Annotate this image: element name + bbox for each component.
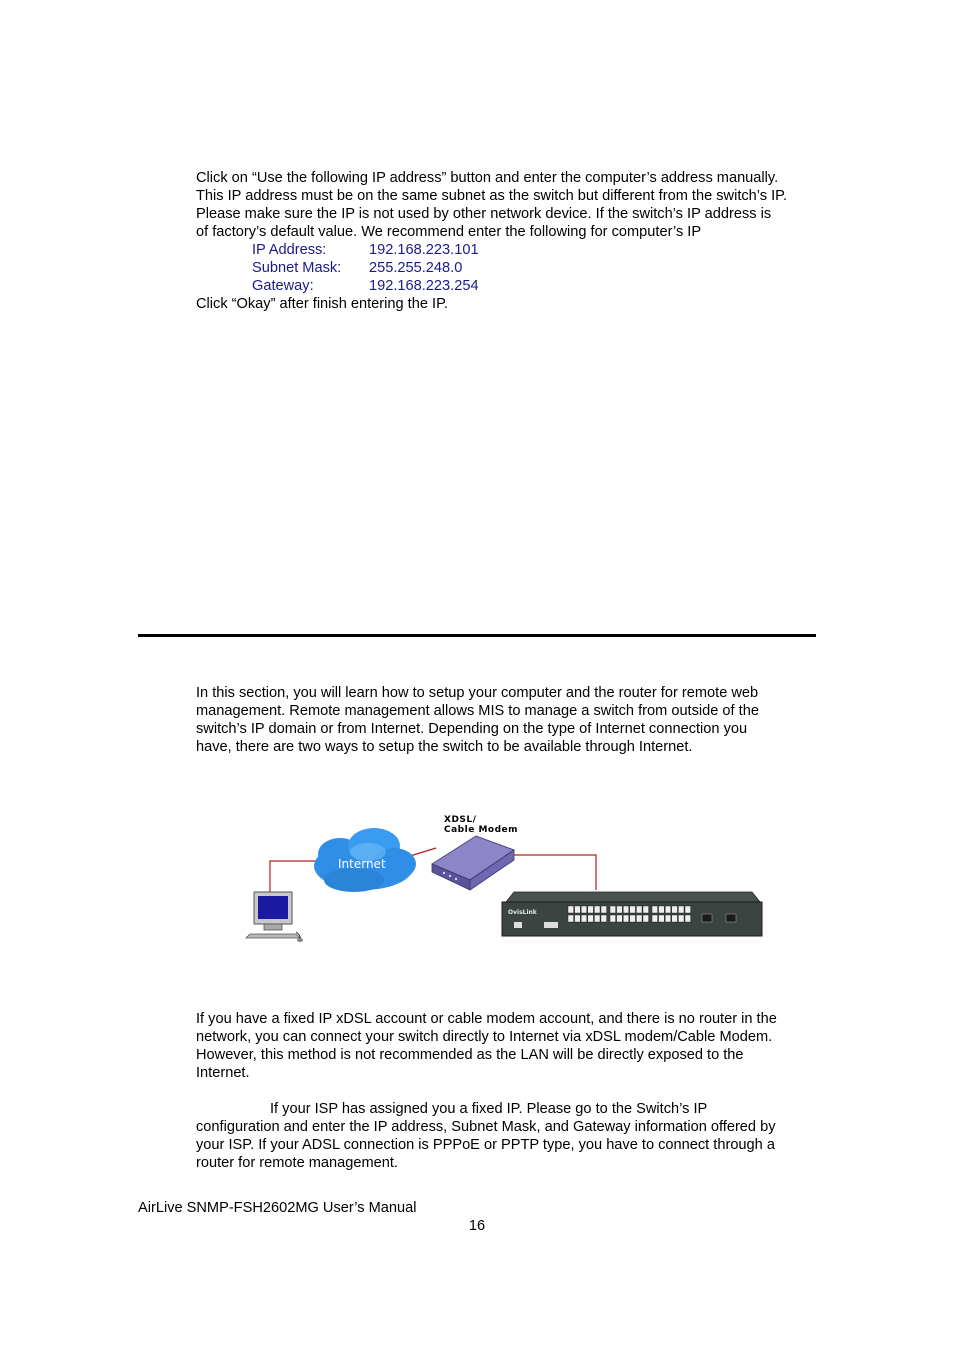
text-line: switch’s IP domain or from Internet. Depending on the type of Internet connection you xyxy=(196,721,748,737)
switch-port xyxy=(588,906,594,913)
computer-icon xyxy=(246,892,303,942)
gateway-value: 192.168.223.254 xyxy=(369,278,479,294)
text-line: However, this method is not recommended as the LAN will be directly exposed to the xyxy=(196,1047,744,1063)
text-line: management. Remote management allows MIS to manage a switch from outside of the xyxy=(196,703,759,719)
gateway-label: Gateway: xyxy=(252,278,314,294)
switch-port xyxy=(636,906,642,913)
switch-port xyxy=(610,915,616,922)
text-line: This IP address must be on the same subnet as the switch but different from the switch’s IP. xyxy=(196,188,788,204)
cloud-label: Internet xyxy=(338,857,386,871)
switch-port xyxy=(672,915,678,922)
switch-port xyxy=(617,915,623,922)
switch-port xyxy=(685,915,691,922)
switch-port xyxy=(643,906,649,913)
switch-brand-label: OvisLink xyxy=(508,909,537,916)
switch-port xyxy=(659,915,665,922)
switch-port xyxy=(665,915,671,922)
text-line: network, you can connect your switch directly to Internet via xDSL modem/Cable Modem. xyxy=(196,1029,773,1045)
text-line: of factory’s default value. We recommend enter the following for computer’s IP xyxy=(196,224,702,240)
network-diagram xyxy=(244,808,768,944)
text-line: If your ISP has assigned you a fixed IP. Please go to the Switch’s IP xyxy=(270,1101,708,1117)
gateway-row xyxy=(252,277,479,295)
text-line: router for remote management. xyxy=(196,1155,398,1171)
subnet-mask-value: 255.255.248.0 xyxy=(369,260,463,276)
switch-port xyxy=(652,906,658,913)
text-line: configuration and enter the IP address, Subnet Mask, and Gateway information offered by xyxy=(196,1119,776,1135)
modem-label-line1: XDSL/ xyxy=(444,815,477,825)
switch-port xyxy=(594,906,600,913)
text-line: In this section, you will learn how to setup your computer and the router for remote web xyxy=(196,685,759,701)
modem-label-line2: Cable Modem xyxy=(444,825,519,835)
ip-address-label: IP Address: xyxy=(252,242,327,258)
switch-port xyxy=(594,915,600,922)
switch-port xyxy=(636,915,642,922)
section-divider xyxy=(138,634,816,637)
switch-port xyxy=(643,915,649,922)
modem-switch-link xyxy=(512,855,596,890)
text-line: have, there are two ways to setup the switch to be available through Internet. xyxy=(196,739,693,755)
switch-port xyxy=(630,915,636,922)
ip-address-row xyxy=(252,241,479,259)
switch-port xyxy=(581,915,587,922)
manual-title: AirLive SNMP-FSH2602MG User’s Manual xyxy=(138,1200,417,1216)
switch-port xyxy=(678,906,684,913)
switch-port xyxy=(581,906,587,913)
modem-icon xyxy=(432,836,514,890)
switch-port xyxy=(610,906,616,913)
switch-icon xyxy=(502,892,762,936)
subnet-mask-row xyxy=(252,259,462,277)
switch-port xyxy=(568,906,574,913)
switch-port xyxy=(568,915,574,922)
switch-port xyxy=(623,915,629,922)
switch-port xyxy=(672,906,678,913)
switch-port xyxy=(617,906,623,913)
switch-port xyxy=(652,915,658,922)
switch-port xyxy=(623,906,629,913)
text-line: Please make sure the IP is not used by other network device. If the switch’s IP address is xyxy=(196,206,772,222)
switch-port xyxy=(665,906,671,913)
switch-port xyxy=(659,906,665,913)
cloud-modem-link xyxy=(410,848,436,856)
text-line: If you have a fixed IP xDSL account or cable modem account, and there is no router in the xyxy=(196,1011,777,1027)
switch-port xyxy=(630,906,636,913)
closing-text: Click “Okay” after finish entering the IP. xyxy=(196,296,448,312)
switch-port xyxy=(685,906,691,913)
switch-port xyxy=(588,915,594,922)
text-line: your ISP. If your ADSL connection is PPPoE or PPTP type, you have to connect through a xyxy=(196,1137,775,1153)
switch-port xyxy=(601,906,607,913)
text-line: Internet. xyxy=(196,1065,250,1081)
text-line: Click on “Use the following IP address” button and enter the computer’s address manually. xyxy=(196,170,779,186)
subnet-mask-label: Subnet Mask: xyxy=(252,260,342,276)
page-number: 16 xyxy=(468,1218,486,1234)
switch-port xyxy=(678,915,684,922)
switch-port xyxy=(575,906,581,913)
ip-address-value: 192.168.223.101 xyxy=(369,242,479,258)
switch-port xyxy=(575,915,581,922)
switch-port xyxy=(601,915,607,922)
